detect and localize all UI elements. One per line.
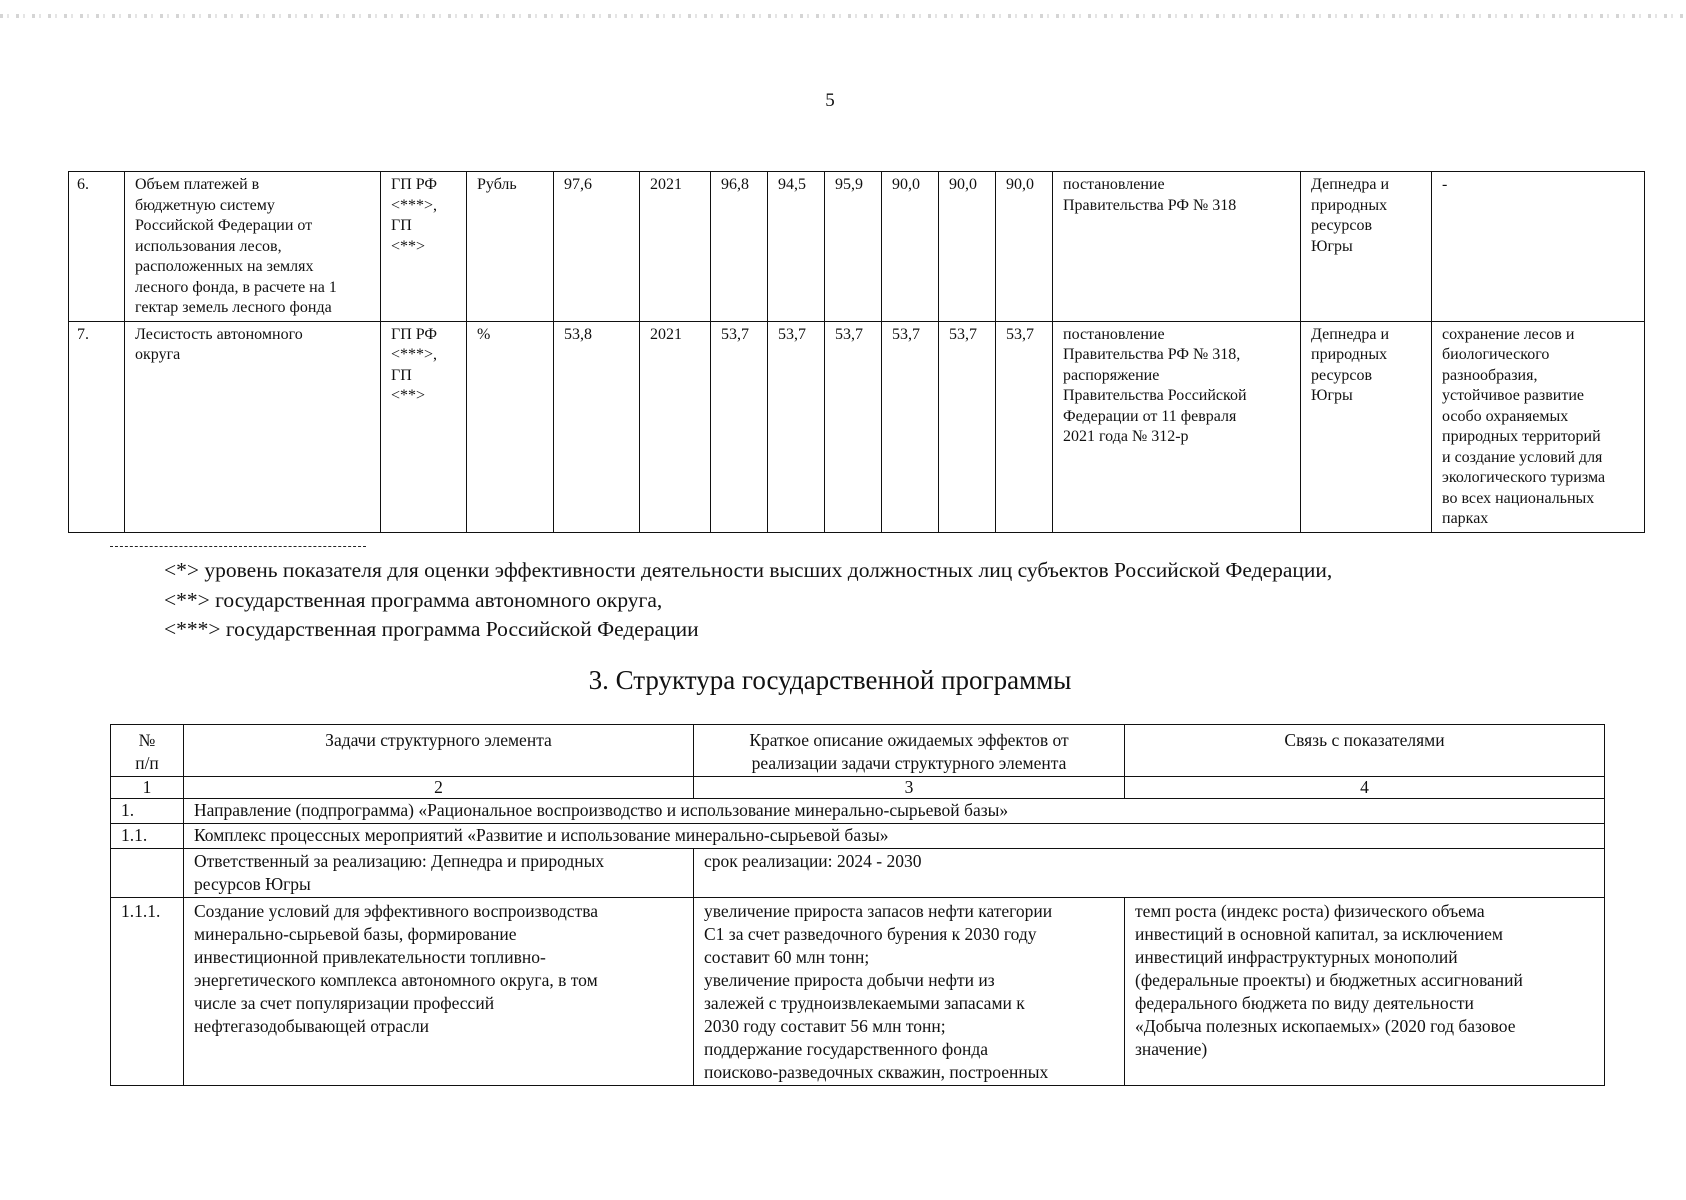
footnote: <**> государственная программа автономного округа, — [164, 587, 663, 612]
row-num: 1.1.1. — [111, 898, 184, 1086]
base-year: 2021 — [640, 172, 711, 322]
col-number: 4 — [1125, 777, 1605, 799]
indicator-table — [68, 171, 1645, 533]
indicator-unit: % — [467, 321, 554, 532]
indicator-name: Лесистость автономного округа — [125, 321, 381, 532]
value-cell: 94,5 — [768, 172, 825, 322]
value-cell: 53,7 — [711, 321, 768, 532]
direction-row — [111, 799, 1605, 824]
value-cell: 53,7 — [996, 321, 1053, 532]
responsible-body: Депнедра и природных ресурсов Югры — [1301, 321, 1432, 532]
complex-row — [111, 824, 1605, 849]
indicator-level: ГП РФ <***>, ГП <**> — [381, 321, 467, 532]
structure-table — [110, 724, 1605, 1086]
indicator-row-7 — [69, 321, 1645, 532]
task-link: темп роста (индекс роста) физического объема инвестиций в основной капитал, за исключением инвестиций инфраструктурных монополий (федеральные проекты) и бюджетных ассигнований федерального бюджета по виду деятельности «Добыча полезных ископаемых» (2020 год базовое значение) — [1125, 898, 1605, 1086]
indicator-row-6 — [69, 172, 1645, 322]
legal-document: постановление Правительства РФ № 318 — [1053, 172, 1301, 322]
empty-cell — [111, 849, 184, 898]
header-link: Связь с показателями — [1125, 725, 1605, 777]
legal-document: постановление Правительства РФ № 318, распоряжение Правительства Российской Федерации от 11 февраля 2021 года № 312-р — [1053, 321, 1301, 532]
indicator-level: ГП РФ <***>, ГП <**> — [381, 172, 467, 322]
complex-text: Комплекс процессных мероприятий «Развитие и использование минерально-сырьевой базы» — [184, 824, 1605, 849]
col-number: 2 — [184, 777, 694, 799]
indicator-unit: Рубль — [467, 172, 554, 322]
row-num: 1.1. — [111, 824, 184, 849]
value-cell: 90,0 — [996, 172, 1053, 322]
footnote: <*> уровень показателя для оценки эффективности деятельности высших должностных лиц субъектов Российской Федерации, — [164, 558, 1333, 582]
column-numbers-row — [111, 777, 1605, 799]
row-num: 1. — [111, 799, 184, 824]
period-text: срок реализации: 2024 - 2030 — [694, 849, 1605, 898]
value-cell: 53,7 — [825, 321, 882, 532]
header-effects: Краткое описание ожидаемых эффектов от реализации задачи структурного элемента — [694, 725, 1125, 777]
value-cell: 90,0 — [882, 172, 939, 322]
value-cell: 53,7 — [882, 321, 939, 532]
link-cell: сохранение лесов и биологического разнообразия, устойчивое развитие особо охраняемых природных территорий и создание условий для экологического туризма во всех национальных парках — [1432, 321, 1645, 532]
scan-edge-noise — [0, 14, 1686, 18]
responsible-text: Ответственный за реализацию: Депнедра и природных ресурсов Югры — [184, 849, 694, 898]
page-number: 5 — [825, 90, 835, 111]
responsible-row — [111, 849, 1605, 898]
col-number: 1 — [111, 777, 184, 799]
value-cell: 95,9 — [825, 172, 882, 322]
direction-text: Направление (подпрограмма) «Рациональное воспроизводство и использование минерально-сырьевой базы» — [184, 799, 1605, 824]
footnotes — [164, 556, 1332, 645]
task-row — [111, 898, 1605, 1086]
base-year: 2021 — [640, 321, 711, 532]
value-cell: 96,8 — [711, 172, 768, 322]
link-cell: - — [1432, 172, 1645, 322]
footnote: <***> государственная программа Российской Федерации — [164, 617, 699, 641]
responsible-body: Депнедра и природных ресурсов Югры — [1301, 172, 1432, 322]
task-text: Создание условий для эффективного воспроизводства минерально-сырьевой базы, формирование инвестиционной привлекательности топливно- энергетического комплекса автономного округа, в том числе за счет популяризации профессий нефтегазодобывающей отрасли — [184, 898, 694, 1086]
row-num: 7. — [69, 321, 125, 532]
col-number: 3 — [694, 777, 1125, 799]
header-tasks: Задачи структурного элемента — [184, 725, 694, 777]
value-cell: 53,7 — [939, 321, 996, 532]
value-cell: 53,7 — [768, 321, 825, 532]
base-value: 53,8 — [554, 321, 640, 532]
header-row — [111, 725, 1605, 777]
row-num: 6. — [69, 172, 125, 322]
indicator-name: Объем платежей в бюджетную систему Российской Федерации от использования лесов, расположенных на землях лесного фонда, в расчете на 1 гектар земель лесного фонда — [125, 172, 381, 322]
task-effects: увеличение прироста запасов нефти категории С1 за счет разведочного бурения к 2030 году составит 60 млн тонн; увеличение прироста добычи нефти из залежей с трудноизвлекаемыми запасами к 2030 году составит 56 млн тонн; поддержание государственного фонда поисково-разведочных скважин, построенных — [694, 898, 1125, 1086]
value-cell: 90,0 — [939, 172, 996, 322]
footnote-separator — [110, 546, 366, 547]
base-value: 97,6 — [554, 172, 640, 322]
header-num: № п/п — [111, 725, 184, 777]
section-title: 3. Структура государственной программы — [588, 665, 1072, 695]
